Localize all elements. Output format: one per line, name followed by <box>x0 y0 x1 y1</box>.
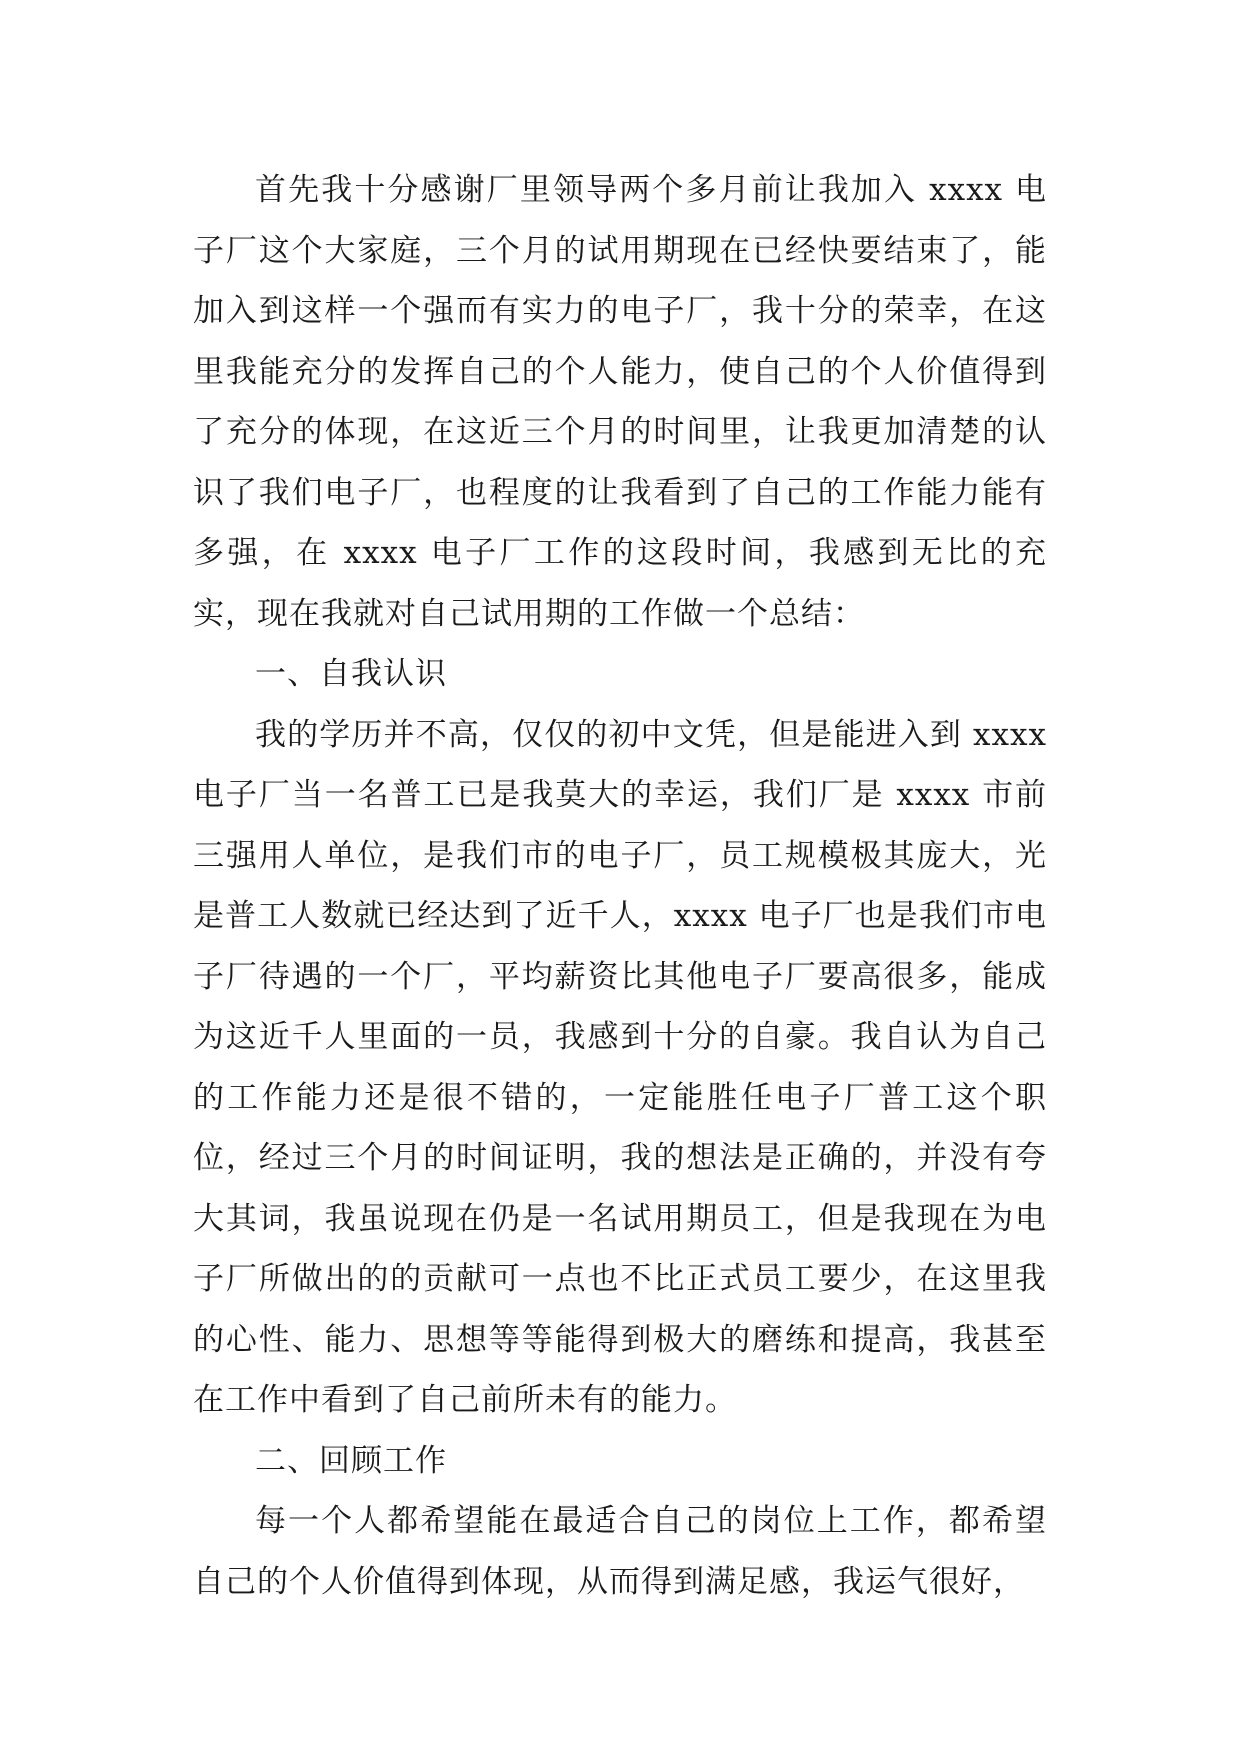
paragraph-work-review: 每一个人都希望能在最适合自己的岗位上工作，都希望自己的个人价值得到体现，从而得到满足感，我运气很好， <box>193 1503 1047 1600</box>
paragraph-intro: 首先我十分感谢厂里领导两个多月前让我加入 xxxx 电子厂这个大家庭，三个月的试用期现在已经快要结束了，能加入到这样一个强而有实力的电子厂，我十分的荣幸，在这里我能充分的发挥自己的个人能力，使自己的个人价值得到了充分的体现，在这近三个月的时间里，让我更加清楚的认识了我们电子厂，也程度的让我看到了自己的工作能力能有多强，在 xxxx 电子厂工作的这段时间，我感到无比的充实，现在我就对自己试用期的工作做一个总结： <box>193 172 1047 632</box>
paragraph-self-awareness: 我的学历并不高，仅仅的初中文凭，但是能进入到 xxxx 电子厂当一名普工已是我莫大的幸运，我们厂是 xxxx 市前三强用人单位，是我们市的电子厂，员工规模极其庞大，光是普工人数就已经达到了近千人，xxxx 电子厂也是我们市电子厂待遇的一个厂，平均薪资比其他电子厂要高很多，能成为这近千人里面的一员，我感到十分的自豪。我自认为自己的工作能力还是很不错的，一定能胜任电子厂普工这个职位，经过三个月的时间证明，我的想法是正确的，并没有夸大其词，我虽说现在仍是一名试用期员工，但是我现在为电子厂所做出的的贡献可一点也不比正式员工要少，在这里我的心性、能力、思想等等能得到极大的磨练和提高，我甚至在工作中看到了自己前所未有的能力。 <box>193 716 1047 1418</box>
section-heading-work-review: 二、回顾工作 <box>255 1442 447 1479</box>
section-heading-self-awareness: 一、自我认识 <box>255 656 447 692</box>
document-body <box>193 160 1047 1612</box>
